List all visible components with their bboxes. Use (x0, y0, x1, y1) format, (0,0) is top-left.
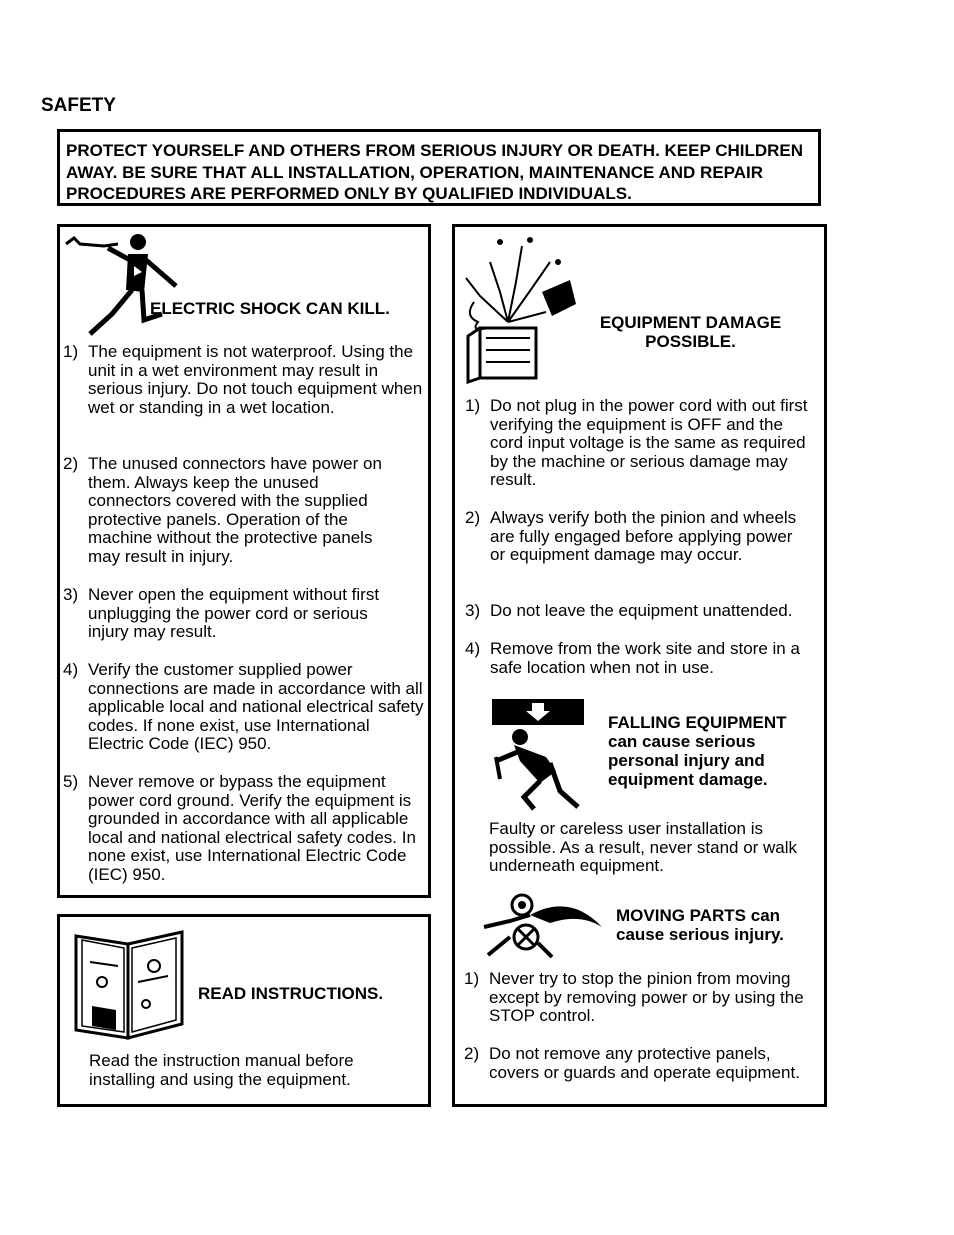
item-number: 3) (63, 585, 79, 604)
item-number: 2) (465, 508, 481, 527)
page-title: SAFETY (41, 95, 116, 116)
item-text: Do not plug in the power cord with out first verifying the equipment is OFF and the cord input voltage is the same as required by the machine or serious damage may result. (490, 396, 808, 490)
item-text: Do not leave the equipment unattended. (490, 601, 793, 620)
falling-heading: FALLING EQUIPMENT can cause serious personal injury and equipment damage. (608, 713, 787, 789)
top-warning-text: PROTECT YOURSELF AND OTHERS FROM SERIOUS INJURY OR DEATH. KEEP CHILDREN AWAY. BE SURE THAT ALL INSTALLATION, OPERATION, MAINTENANCE AND REPAIR PROCEDURES ARE PERFORMED ONLY BY QUALIFIED INDIVIDUALS. (66, 141, 804, 203)
item-number: 1) (63, 342, 79, 361)
item-text: The unused connectors have power on them. Always keep the unused connectors covered with the supplied protective panels. Operation of the machine without the protective panels may result in injury. (88, 454, 382, 566)
falling-text: Faulty or careless user installation is possible. As a result, never stand or walk underneath equipment. (489, 819, 798, 876)
electric-item-4 (63, 661, 425, 754)
item-number: 2) (464, 1044, 480, 1063)
electric-heading: ELECTRIC SHOCK CAN KILL. (150, 299, 390, 318)
electric-item-2 (63, 455, 403, 567)
damage-item-4 (465, 640, 820, 677)
manual-book-icon (72, 926, 188, 1042)
read-text: Read the instruction manual before installing and using the equipment. (89, 1051, 354, 1089)
item-text: Verify the customer supplied power connections are made in accordance with all applicable local and national electrical safety codes. If none exist, use International Electric Code (IEC) 950. (88, 660, 424, 754)
item-number: 5) (63, 772, 79, 791)
damage-item-2 (465, 509, 810, 565)
read-heading: READ INSTRUCTIONS. (198, 984, 384, 1003)
item-number: 4) (63, 660, 79, 679)
damage-item-1 (465, 397, 820, 490)
item-text: Never open the equipment without first unplugging the power cord or serious injury may result. (88, 585, 380, 642)
electric-item-5 (63, 773, 425, 885)
item-number: 1) (465, 396, 481, 415)
item-text: The equipment is not waterproof. Using the unit in a wet environment may result in serious injury. Do not touch equipment when wet or standing in a wet location. (88, 342, 423, 417)
damage-heading: EQUIPMENT DAMAGE POSSIBLE. (599, 313, 782, 351)
item-number: 4) (465, 639, 481, 658)
equipment-explosion-icon (460, 232, 580, 384)
item-text: Do not remove any protective panels, covers or guards and operate equipment. (489, 1044, 800, 1082)
falling-object-icon (490, 697, 586, 813)
item-number: 3) (465, 601, 481, 620)
moving-heading: MOVING PARTS can cause serious injury. (616, 906, 784, 944)
item-text: Never remove or bypass the equipment power cord ground. Verify the equipment is grounded in accordance with all applicable local and national electrical safety codes. In none exist, use International Electric Code (IEC) 950. (88, 772, 416, 884)
electric-item-3 (63, 586, 383, 642)
item-text: Never try to stop the pinion from moving except by removing power or by using the STOP control. (489, 969, 804, 1026)
item-text: Always verify both the pinion and wheels are fully engaged before applying power or equipment damage may occur. (490, 508, 797, 565)
item-number: 1) (464, 969, 480, 988)
moving-item-2 (464, 1045, 809, 1082)
item-text: Remove from the work site and store in a safe location when not in use. (490, 639, 800, 677)
electric-item-1 (63, 343, 423, 417)
moving-item-1 (464, 970, 809, 1026)
moving-parts-icon (480, 893, 606, 961)
electric-shock-icon (64, 230, 184, 340)
item-number: 2) (63, 454, 79, 473)
damage-item-3 (465, 602, 825, 621)
top-warning-box (57, 129, 821, 206)
